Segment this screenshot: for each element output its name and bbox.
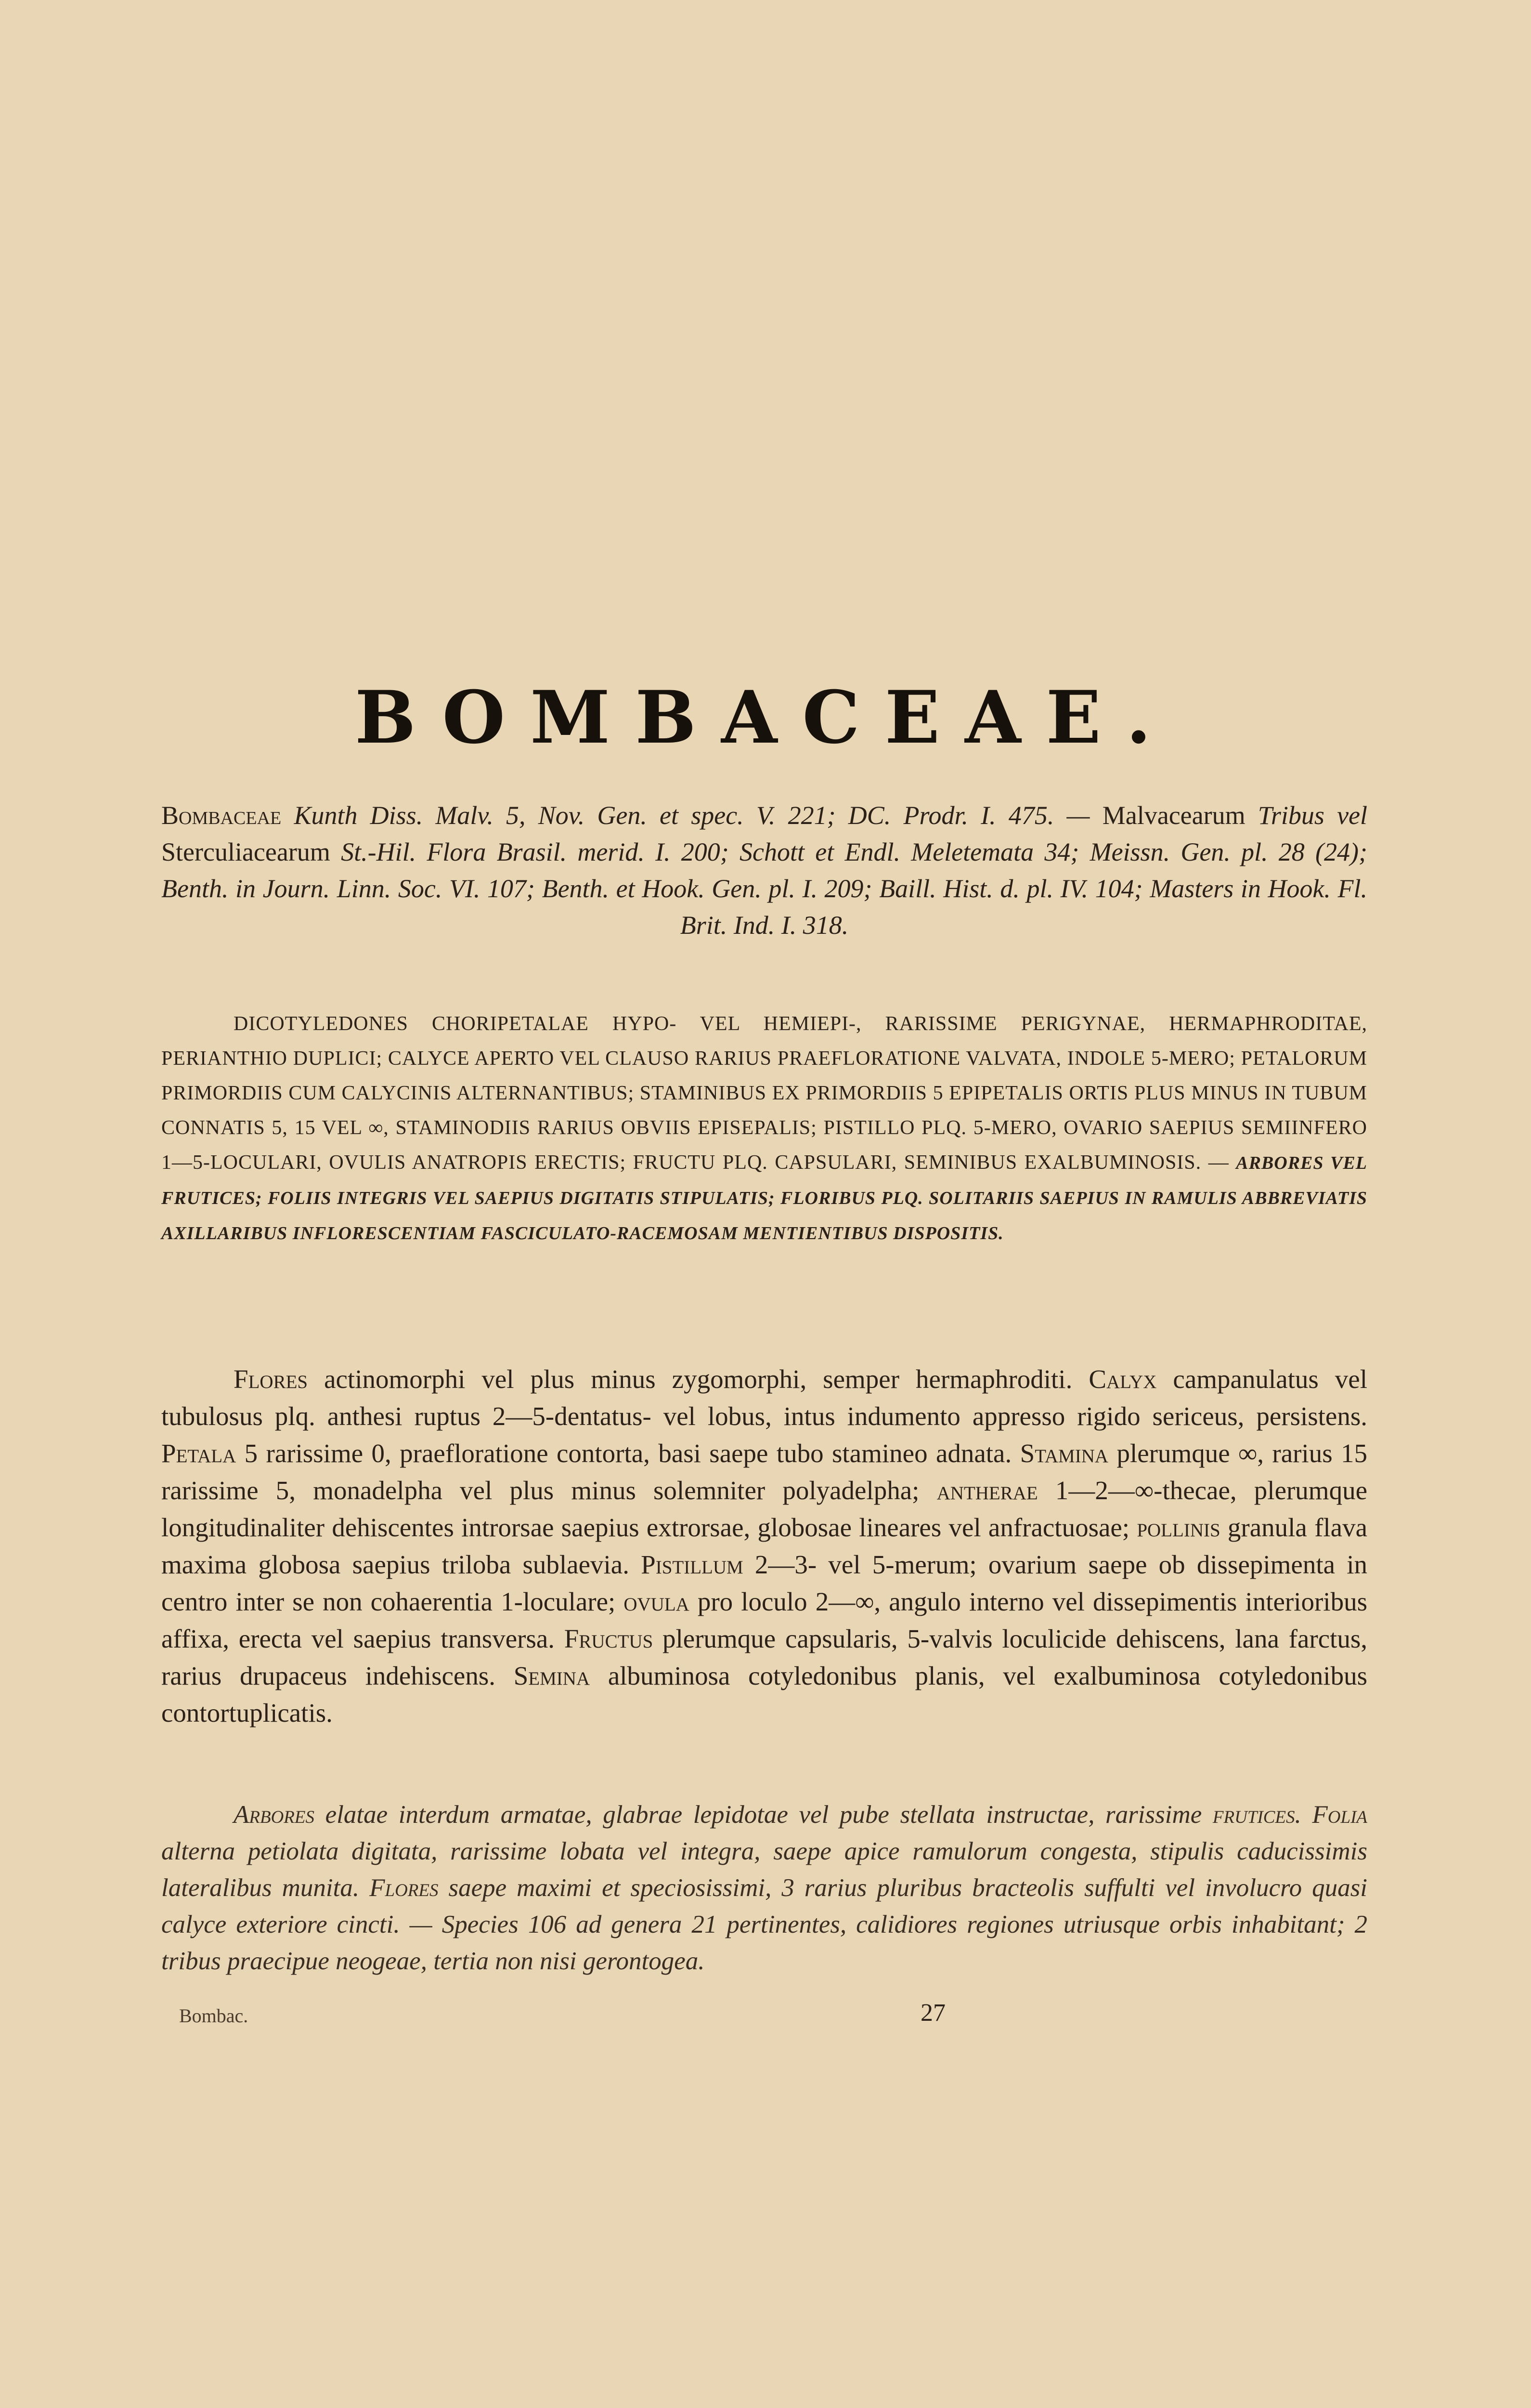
note-n3: saepe maximi et speciosissimi, 3 rarius pluribus bracteolis suffulti vel involucro quasi calyce exteriore cincti. — Species 106 ad genera 21 pertinentes, calidiores regiones utriusque orbis inhabitant; 2 tribus praecipue neogeae, tertia non nisi gerontogea. — [161, 1874, 1368, 1975]
notes-paragraph — [161, 1796, 1367, 1979]
reference-text-4: Sterculiacearum — [161, 838, 330, 866]
petala-label: Petala — [161, 1439, 236, 1468]
desc-t7: 2—3- vel 5-merum; ovarium saepe ob dissepimenta in centro inter se non cohaerentia 1-loculare; — [161, 1550, 1367, 1616]
ovula-label: ovula — [623, 1587, 689, 1616]
reference-paragraph — [161, 797, 1367, 943]
desc-t2: campanulatus vel tubulosus plq. anthesi ruptus 2—5-dentatus- vel lobus, intus indumento appresso rigido sericeus, persistens. — [161, 1364, 1368, 1431]
desc-t5: 1—2—∞-thecae, plerumque longitudinaliter dehiscentes introrsae saepius extrorsae, globosae lineares vel anfractuosae; — [161, 1476, 1367, 1542]
desc-t9: plerumque capsularis, 5-valvis loculicide dehiscens, lana farctus, rarius drupaceus indehiscens. — [161, 1624, 1367, 1690]
description-paragraph — [161, 1361, 1367, 1731]
page-title: BOMBACEAE. — [354, 675, 1177, 760]
signature-mark: Bombac. — [179, 2005, 248, 2027]
diagnosis-paragraph — [161, 1007, 1367, 1251]
diagnosis-italic: ARBORES VEL FRUTICES; FOLIIS INTEGRIS VEL SAEPIUS DIGITATIS STIPULATIS; FLORIBUS PLQ. SOLITARIIS SAEPIUS IN RAMULIS ABBREVIATIS AXILLARIBUS INFLORESCENTIAM FASCICULATO-RACEMOSAM MENTIENTIBUS DISPOSITIS. — [161, 1153, 1367, 1243]
reference-text-5: St.-Hil. Flora Brasil. merid. I. 200; Schott et Endl. Meletemata 34; Meissn. Gen. pl. 28 (24); Benth. in Journ. Linn. Soc. VI. 107; Benth. et Hook. Gen. pl. I. 209; Baill. Hist. d. pl. IV. 104; Masters in Hook. Fl. Brit. Ind. I. 318. — [161, 838, 1367, 940]
fructus-label: Fructus — [564, 1624, 653, 1653]
semina-label: Semina — [513, 1661, 590, 1690]
pistillum-label: Pistillum — [641, 1550, 743, 1579]
diagnosis-text: DICOTYLEDONES CHORIPETALAE HYPO- VEL HEMIEPI-, RARISSIME PERIGYNAE, HERMAPHRODITAE, PERIANTHIO DUPLICI; CALYCE APERTO VEL CLAUSO RARIUS PRAEFLORATIONE VALVATA, INDOLE 5-MERO; PETALORUM PRIMORDIIS CUM CALYCINIS ALTERNANTIBUS; STAMINIBUS EX PRIMORDIIS 5 EPIPETALIS ORTIS PLUS MINUS IN TUBUM CONNATIS 5, 15 VEL ∞, STAMINODIIS RARIUS OBVIIS EPISEPALIS; PISTILLO PLQ. 5-MERO, OVARIO SAEPIUS SEMIINFERO 1—5-LOCULARI, OVULIS ANATROPIS ERECTIS; FRUCTU PLQ. CAPSULARI, SEMINIBUS EXALBUMINOSIS. — — [161, 1013, 1367, 1174]
desc-t8: pro loculo 2—∞, angulo interno vel dissepimentis interioribus affixa, erecta vel saepius transversa. — [161, 1587, 1367, 1653]
frutices-label: frutices. — [1212, 1801, 1301, 1829]
arbores-label: Arbores — [234, 1801, 314, 1829]
desc-t10: albuminosa cotyledonibus planis, vel exalbuminosa cotyledonibus contortuplicatis. — [161, 1661, 1367, 1727]
desc-t4: plerumque ∞, rarius 15 rarissime 5, monadelpha vel plus minus solemniter polyadelpha; — [161, 1439, 1367, 1505]
desc-t1: actinomorphi vel plus minus zygomorphi, semper hermaphroditi. — [308, 1364, 1089, 1394]
family-name: Bombaceae — [161, 801, 282, 830]
reference-text-3: Tribus vel — [1245, 801, 1368, 830]
desc-t6: granula flava maxima globosa saepius triloba sublaevia. — [161, 1513, 1367, 1579]
page-number: 27 — [921, 1999, 946, 2027]
note-n2: alterna petiolata digitata, rarissime lobata vel integra, saepe apice ramulorum congesta, stipulis caducissimis lateralibus munita. — [161, 1837, 1367, 1902]
note-n1: elatae interdum armatae, glabrae lepidotae vel pube stellata instructae, rarissime — [314, 1801, 1213, 1829]
note-flores-label: Flores — [369, 1874, 439, 1902]
calyx-label: Calyx — [1089, 1364, 1157, 1394]
flores-label: Flores — [234, 1364, 308, 1394]
folia-label: Folia — [1312, 1801, 1367, 1829]
reference-text-2: Malvacearum — [1102, 801, 1246, 830]
reference-text-1: Kunth Diss. Malv. 5, Nov. Gen. et spec. V. 221; DC. Prodr. I. 475. — — [294, 801, 1103, 830]
pollinis-label: pollinis — [1137, 1513, 1220, 1542]
stamina-label: Stamina — [1020, 1439, 1109, 1468]
desc-t3: 5 rarissime 0, praefloratione contorta, basi saepe tubo stamineo adnata. — [236, 1439, 1020, 1468]
antherae-label: antherae — [936, 1476, 1038, 1505]
